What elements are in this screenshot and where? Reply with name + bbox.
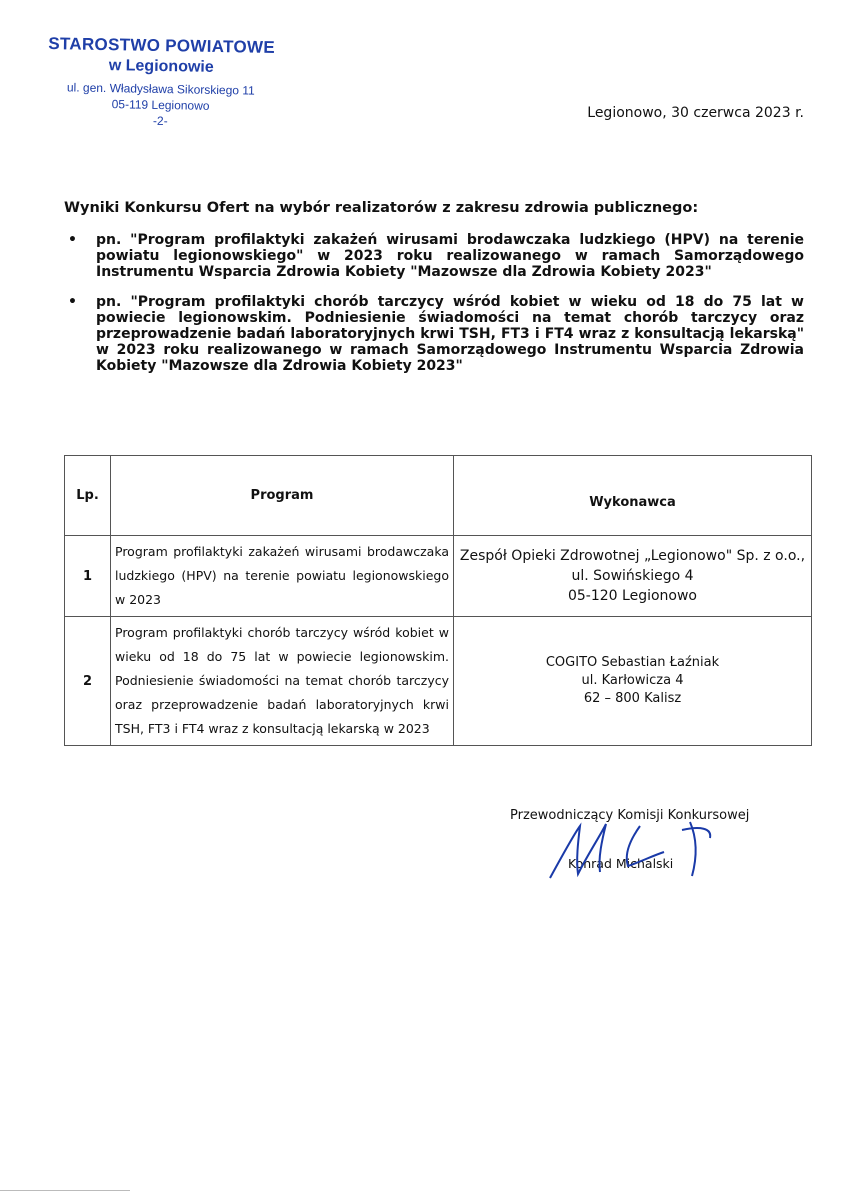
contractor-city: 62 – 800 Kalisz xyxy=(583,691,682,706)
contractor-cell xyxy=(454,617,812,746)
list-item-text: pn. "Program profilaktyki chorób tarczycy wśród kobiet w wieku od 18 do 75 lat w powiecie legionowskim. Podniesienie świadomości na temat chorób tarczycy oraz przeprowadzenie badań laboratoryjnych krwi TSH, FT3 i FT4 wraz z konsultacją lekarską" w 2023 roku realizowanego w ramach Samorządowego Instrumentu Wsparcia Zdrowia Kobiety "Mazowsze dla Zdrowia Kobiety 2023" xyxy=(96,294,804,374)
results-table xyxy=(64,455,812,746)
contractor-street: ul. Sowińskiego 4 xyxy=(571,568,694,584)
stamp-city: w Legionowie xyxy=(108,57,214,76)
list-item xyxy=(64,232,804,280)
bullet-icon: • xyxy=(68,232,77,248)
signature-block xyxy=(510,808,770,871)
contractor-street: ul. Karłowicza 4 xyxy=(581,673,684,688)
contractor-name: Zespół Opieki Zdrowotnej „Legionowo" Sp. z o.o., xyxy=(459,548,806,564)
bullet-icon: • xyxy=(68,294,77,310)
document-heading: Wyniki Konkursu Ofert na wybór realizatorów z zakresu zdrowia publicznego: xyxy=(64,200,699,216)
contractor-cell xyxy=(454,536,812,617)
stamp-mark: -2- xyxy=(152,113,168,129)
stamp-street: ul. gen. Władysława Sikorskiego 11 xyxy=(66,80,255,98)
table-row xyxy=(65,536,812,617)
office-stamp xyxy=(45,34,277,130)
program-cell: Program profilaktyki zakażeń wirusami brodawczaka ludzkiego (HPV) na terenie powiatu legionowskiego w 2023 xyxy=(111,536,454,617)
header-program: Program xyxy=(111,456,454,536)
header-contractor: Wykonawca xyxy=(454,456,812,536)
program-list xyxy=(64,232,804,388)
row-number: 2 xyxy=(65,617,111,746)
list-item xyxy=(64,294,804,374)
table-header-row xyxy=(65,456,812,536)
stamp-office-name: STAROSTWO POWIATOWE xyxy=(48,34,276,57)
handwritten-signature-icon xyxy=(540,816,740,886)
signatory-role: Przewodniczący Komisji Konkursowej xyxy=(510,808,750,823)
contractor-name: COGITO Sebastian Łaźniak xyxy=(545,655,720,670)
table-row xyxy=(65,617,812,746)
program-cell: Program profilaktyki chorób tarczycy wśród kobiet w wieku od 18 do 75 lat w powiecie legionowskim. Podniesienie świadomości na temat chorób tarczycy oraz przeprowadzenie badań laboratoryjnych krwi TSH, FT3 i FT4 wraz z konsultacją lekarską w 2023 xyxy=(111,617,454,746)
stamp-postal: 05-119 Legionowo xyxy=(111,97,210,113)
document-date: Legionowo, 30 czerwca 2023 r. xyxy=(587,105,804,121)
signatory-name: Konrad Michalski xyxy=(568,856,674,871)
list-item-text: pn. "Program profilaktyki zakażeń wirusami brodawczaka ludzkiego (HPV) na terenie powiatu legionowskiego" w 2023 roku realizowanego w ramach Samorządowego Instrumentu Wsparcia Zdrowia Kobiety "Mazowsze dla Zdrowia Kobiety 2023" xyxy=(96,232,804,280)
header-lp: Lp. xyxy=(65,456,111,536)
row-number: 1 xyxy=(65,536,111,617)
contractor-city: 05-120 Legionowo xyxy=(567,588,697,604)
page-edge-line xyxy=(0,1190,130,1191)
